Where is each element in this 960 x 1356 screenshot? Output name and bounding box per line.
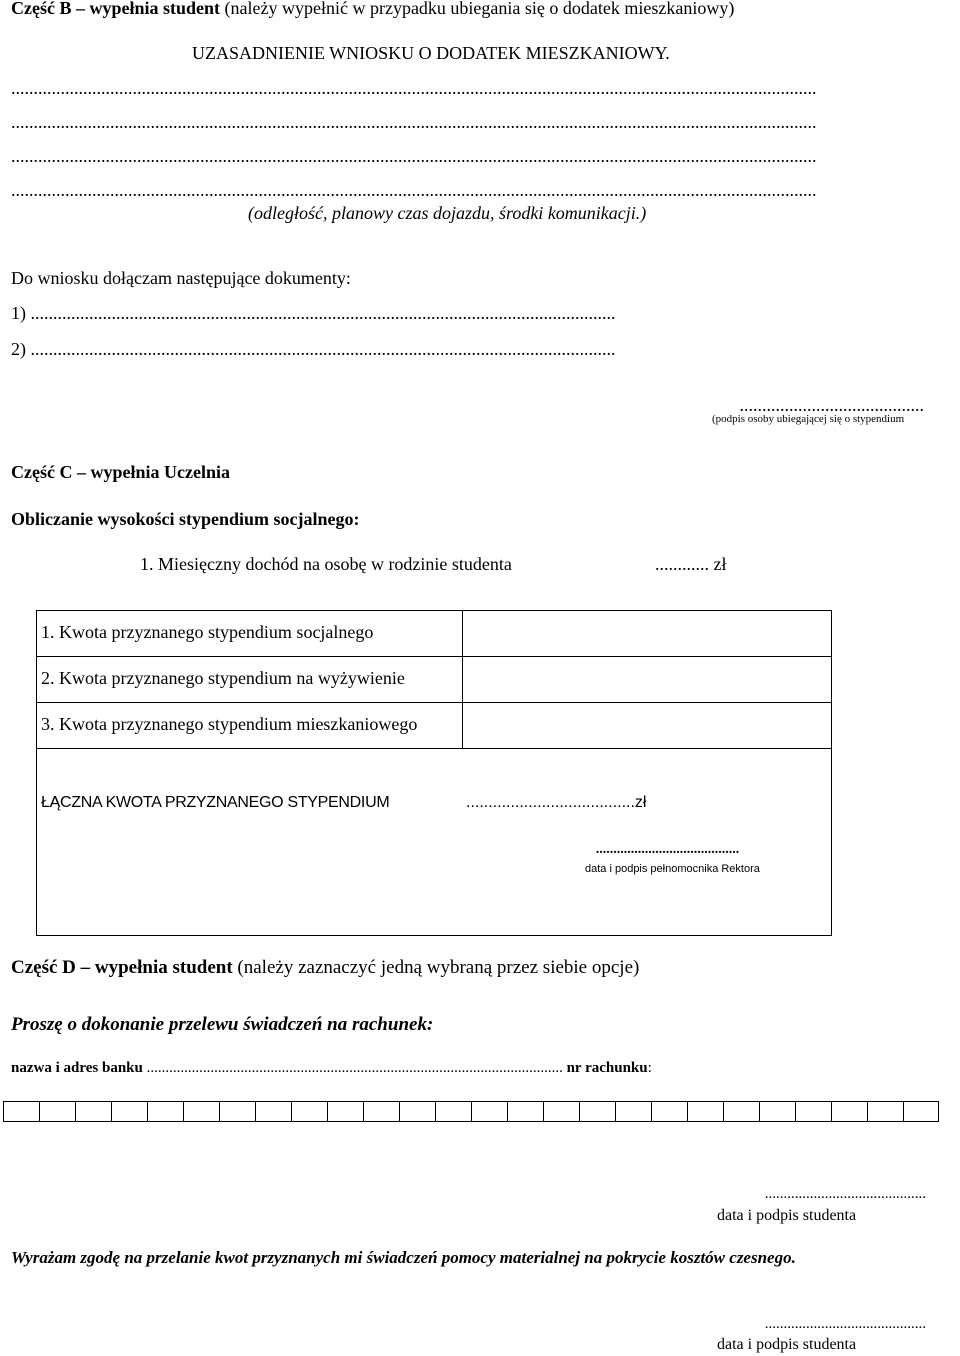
table-row-socjalne: 1. Kwota przyznanego stypendium socjalnego (41, 622, 374, 642)
part-b-heading-bold: Część B – wypełnia student (11, 0, 221, 18)
student-signature-line-1[interactable]: ........................................... (764, 1186, 926, 1202)
account-digit-box[interactable] (399, 1101, 435, 1122)
document-1-line[interactable]: 1) .................................................................................................................................. (11, 303, 616, 323)
tuition-consent: Wyrażam zgodę na przelanie kwot przyznanych mi świadczeń pomocy materialnej na pokrycie kosztów czesnego. (11, 1248, 796, 1267)
account-digit-box[interactable] (435, 1101, 471, 1122)
account-digit-box[interactable] (507, 1101, 543, 1122)
account-digit-box[interactable] (183, 1101, 219, 1122)
income-value[interactable]: ............ zł (655, 554, 727, 574)
justification-hint: (odległość, planowy czas dojazdu, środki komunikacji.) (248, 203, 647, 223)
rector-signature-line[interactable]: ......................................... (595, 842, 740, 857)
bank-label: nazwa i adres banku (11, 1060, 143, 1076)
account-digit-box[interactable] (219, 1101, 255, 1122)
wyzywienie-amount-cell[interactable] (466, 657, 830, 702)
part-d-heading (11, 957, 639, 979)
socjalne-amount-cell[interactable] (466, 611, 830, 656)
account-digit-box[interactable] (759, 1101, 795, 1122)
account-digit-box[interactable] (651, 1101, 687, 1122)
justification-line-2[interactable]: ................................................................................................................................................................................... (11, 112, 817, 132)
account-digit-box[interactable] (3, 1101, 39, 1122)
part-c-heading: Część C – wypełnia Uczelnia (11, 462, 230, 482)
table-row-mieszkaniowe: 3. Kwota przyznanego stypendium mieszkaniowego (41, 714, 418, 734)
justification-line-1[interactable]: ................................................................................................................................................................................... (11, 78, 817, 98)
justification-line-3[interactable]: ................................................................................................................................................................................... (11, 146, 817, 166)
income-label: 1. Miesięczny dochód na osobę w rodzinie studenta (140, 554, 512, 574)
table-row-wyzywienie: 2. Kwota przyznanego stypendium na wyżywienie (41, 668, 405, 688)
account-digit-box[interactable] (543, 1101, 579, 1122)
account-digit-box[interactable] (39, 1101, 75, 1122)
justification-title: UZASADNIENIE WNIOSKU O DODATEK MIESZKANIOWY. (192, 43, 670, 63)
bank-row (11, 1060, 652, 1077)
account-number-boxes[interactable] (3, 1101, 939, 1122)
account-digit-box[interactable] (255, 1101, 291, 1122)
part-d-heading-rest: (należy zaznaczyć jedną wybraną przez siebie opcje) (232, 957, 640, 978)
account-digit-box[interactable] (327, 1101, 363, 1122)
account-digit-box[interactable] (867, 1101, 903, 1122)
bank-input-line[interactable]: ............................................................................................................... (146, 1060, 563, 1076)
rector-signature-label: data i podpis pełnomocnika Rektora (585, 863, 760, 875)
applicant-signature-label: (podpis osoby ubiegającej się o stypendium (712, 413, 905, 425)
applicant-signature-line[interactable]: ......................................... (739, 395, 924, 415)
account-label: nr rachunku (566, 1060, 648, 1076)
total-value[interactable]: ......................................zł (466, 794, 647, 811)
account-colon: : (647, 1060, 652, 1076)
account-digit-box[interactable] (615, 1101, 651, 1122)
mieszkaniowe-amount-cell[interactable] (466, 703, 830, 748)
account-digit-box[interactable] (111, 1101, 147, 1122)
account-digit-box[interactable] (687, 1101, 723, 1122)
account-digit-box[interactable] (291, 1101, 327, 1122)
account-digit-box[interactable] (579, 1101, 615, 1122)
documents-label: Do wniosku dołączam następujące dokumenty: (11, 268, 351, 288)
part-d-heading-bold: Część D – wypełnia student (11, 957, 233, 978)
account-digit-box[interactable] (831, 1101, 867, 1122)
account-digit-box[interactable] (795, 1101, 831, 1122)
transfer-request: Proszę o dokonanie przelewu świadczeń na rachunek: (11, 1014, 434, 1035)
account-digit-box[interactable] (723, 1101, 759, 1122)
part-c-subheading: Obliczanie wysokości stypendium socjalnego: (11, 509, 360, 529)
total-label: ŁĄCZNA KWOTA PRZYZNANEGO STYPENDIUM (41, 794, 390, 811)
student-signature-line-2[interactable]: ........................................... (764, 1316, 926, 1332)
student-signature-label-1: data i podpis studenta (717, 1207, 857, 1224)
account-digit-box[interactable] (903, 1101, 939, 1122)
student-signature-label-2: data i podpis studenta (717, 1336, 857, 1353)
account-digit-box[interactable] (363, 1101, 399, 1122)
part-b-heading (11, 0, 734, 19)
account-digit-box[interactable] (147, 1101, 183, 1122)
justification-line-4[interactable]: ................................................................................................................................................................................... (11, 180, 817, 200)
document-2-line[interactable]: 2) .................................................................................................................................. (11, 339, 616, 359)
account-digit-box[interactable] (75, 1101, 111, 1122)
account-digit-box[interactable] (471, 1101, 507, 1122)
part-b-heading-rest: (należy wypełnić w przypadku ubiegania się o dodatek mieszkaniowy) (220, 0, 735, 18)
